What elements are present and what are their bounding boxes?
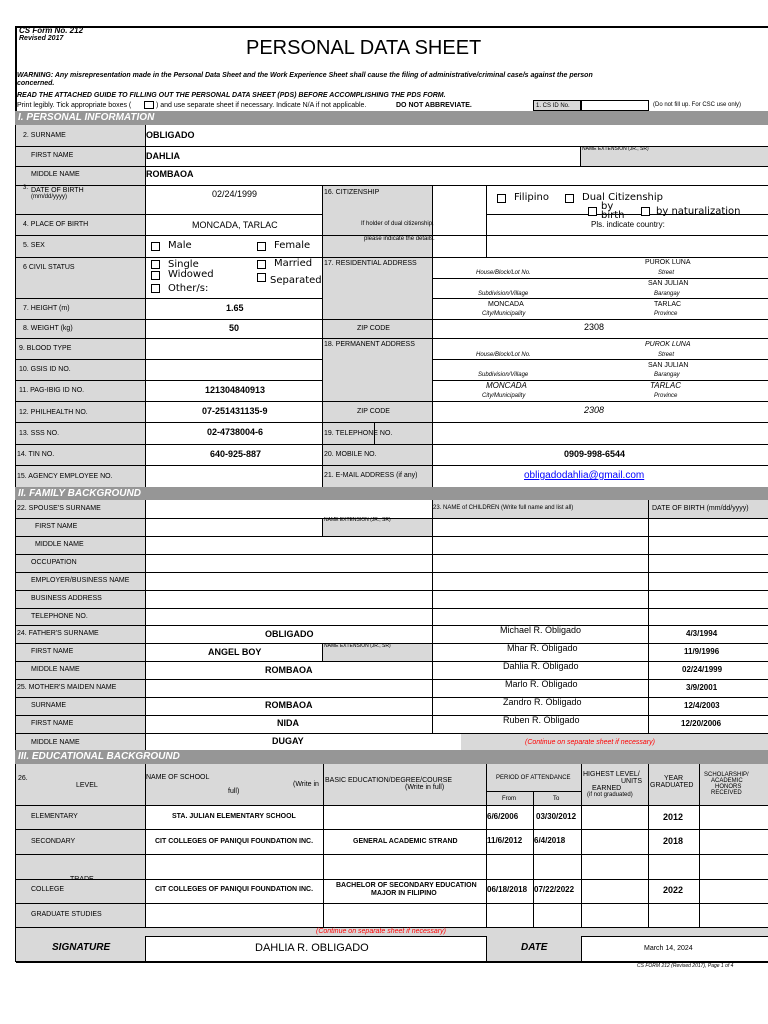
employer-label: EMPLOYER/BUSINESS NAME bbox=[31, 577, 130, 584]
father-middlename-value[interactable]: ROMBAOA bbox=[265, 665, 313, 675]
firstname-label: FIRST NAME bbox=[31, 152, 74, 159]
middlename-value[interactable]: ROMBAOA bbox=[146, 169, 194, 179]
res-zip-value[interactable]: 2308 bbox=[584, 322, 605, 332]
highest-level-header-2: UNITS bbox=[621, 778, 642, 785]
mother-maiden-label: 25. MOTHER'S MAIDEN NAME bbox=[17, 684, 117, 691]
secondary-to[interactable]: 6/4/2018 bbox=[534, 836, 566, 845]
mother-firstname-label: FIRST NAME bbox=[31, 720, 74, 727]
by-birth-checkbox[interactable] bbox=[588, 207, 597, 216]
secondary-school[interactable]: CIT COLLEGES OF PANIQUI FOUNDATION INC. bbox=[155, 838, 314, 845]
height-value[interactable]: 1.65 bbox=[226, 303, 244, 313]
spouse-firstname-label: FIRST NAME bbox=[35, 523, 78, 530]
highest-level-header-1: HIGHEST LEVEL/ bbox=[583, 771, 640, 778]
read-guide-text: READ THE ATTACHED GUIDE TO FILLING OUT THE PERSONAL DATA SHEET (PDS) BEFORE ACCOMPLISHING THE PDS FORM. bbox=[17, 92, 446, 99]
father-surname-label: 24. FATHER'S SURNAME bbox=[17, 630, 99, 637]
father-middlename-label: MIDDLE NAME bbox=[31, 666, 80, 673]
section-educational-background: III. EDUCATIONAL BACKGROUND bbox=[15, 750, 768, 764]
res-zip-label: ZIP CODE bbox=[357, 325, 390, 332]
mother-middlename-value[interactable]: DUGAY bbox=[272, 736, 304, 746]
res-street-value[interactable]: PUROK LUNA bbox=[645, 259, 691, 266]
by-naturalization-checkbox[interactable] bbox=[641, 207, 650, 216]
warning-text-2: concerned. bbox=[17, 80, 55, 87]
highest-level-header-4: (if not graduated) bbox=[587, 792, 633, 798]
dob-value[interactable]: 02/24/1999 bbox=[212, 189, 258, 199]
spouse-middlename-label: MIDDLE NAME bbox=[35, 541, 84, 548]
weight-value[interactable]: 50 bbox=[229, 323, 240, 333]
email-label: 21. E-MAIL ADDRESS (if any) bbox=[324, 472, 418, 479]
mother-firstname-value[interactable]: NIDA bbox=[277, 718, 299, 728]
perm-street-caption: Street bbox=[658, 352, 675, 358]
scholarship-header-3: HONORS bbox=[715, 784, 742, 790]
dob-label: DATE OF BIRTH bbox=[31, 187, 84, 194]
highest-level-header-3: EARNED bbox=[592, 785, 622, 792]
height-label: 7. HEIGHT (m) bbox=[23, 305, 70, 312]
secondary-year[interactable]: 2018 bbox=[663, 836, 684, 846]
telephone-label: 19. TELEPHONE NO. bbox=[324, 430, 393, 437]
filipino-option: Filipino bbox=[514, 192, 549, 203]
page-footer: CS FORM 212 (Revised 2017), Page 1 of 4 bbox=[637, 963, 734, 969]
pob-label: 4. PLACE OF BIRTH bbox=[23, 221, 89, 228]
course-header: BASIC EDUCATION/DEGREE/COURSE bbox=[325, 777, 453, 784]
elementary-to[interactable]: 03/30/2012 bbox=[536, 812, 577, 821]
mobile-label: 20. MOBILE NO. bbox=[324, 451, 377, 458]
perm-house-caption: House/Block/Lot No. bbox=[476, 352, 531, 358]
college-to[interactable]: 07/22/2022 bbox=[534, 885, 575, 894]
dob-number: 3. bbox=[23, 185, 29, 191]
widowed-checkbox[interactable] bbox=[151, 271, 160, 280]
education-level-header: LEVEL bbox=[76, 782, 98, 789]
father-firstname-value[interactable]: ANGEL BOY bbox=[208, 647, 262, 657]
res-brgy-caption: Barangay bbox=[654, 291, 680, 297]
res-house-caption: House/Block/Lot No. bbox=[476, 270, 531, 276]
period-header: PERIOD OF ATTENDANCE bbox=[496, 775, 571, 781]
child-name[interactable]: Ruben R. Obligado bbox=[503, 715, 580, 725]
gsis-label: 10. GSIS ID NO. bbox=[19, 366, 71, 373]
school-name-write-in: (Write in bbox=[293, 781, 319, 788]
business-address-label: BUSINESS ADDRESS bbox=[31, 595, 102, 602]
tick-box-sample bbox=[144, 101, 154, 109]
female-option: Female bbox=[274, 240, 311, 251]
name-extension-label: NAME EXTENSION (JR., SR) bbox=[582, 146, 649, 152]
college-year[interactable]: 2022 bbox=[663, 885, 684, 895]
spouse-telephone-label: TELEPHONE NO. bbox=[31, 613, 88, 620]
school-name-header: NAME OF SCHOOL bbox=[146, 774, 210, 781]
by-birth-text-2: birth bbox=[601, 210, 625, 221]
occupation-label: OCCUPATION bbox=[31, 559, 77, 566]
mother-surname-label: SURNAME bbox=[31, 702, 67, 709]
dob-format: (mm/dd/yyyy) bbox=[31, 194, 67, 200]
others-option: Other/s: bbox=[168, 283, 209, 294]
father-surname-value[interactable]: OBLIGADO bbox=[265, 629, 314, 639]
mobile-value[interactable]: 0909-998-6544 bbox=[564, 449, 626, 459]
section-family-background: II. FAMILY BACKGROUND bbox=[15, 487, 768, 500]
married-checkbox[interactable] bbox=[257, 260, 266, 269]
res-prov-caption: Province bbox=[654, 311, 678, 317]
single-checkbox[interactable] bbox=[151, 260, 160, 269]
section-personal-information: I. PERSONAL INFORMATION bbox=[15, 111, 768, 125]
warning-text: WARNING: Any misrepresentation made in the Personal Data Sheet and the Work Experience Sheet shall cause the filing of administrative/criminal case/s against the person bbox=[17, 72, 593, 79]
residential-address-label: 17. RESIDENTIAL ADDRESS bbox=[324, 260, 417, 267]
children-label: 23. NAME of CHILDREN (Write full name and list all) bbox=[433, 505, 574, 511]
blood-type-label: 9. BLOOD TYPE bbox=[19, 345, 72, 352]
children-dob-label: DATE OF BIRTH (mm/dd/yyyy) bbox=[652, 505, 749, 512]
cs-id-label: 1. CS ID No. bbox=[533, 100, 581, 111]
child-dob[interactable]: 11/9/1996 bbox=[684, 647, 720, 656]
male-checkbox[interactable] bbox=[151, 242, 160, 251]
pob-value[interactable]: MONCADA, TARLAC bbox=[192, 220, 278, 230]
mother-surname-value[interactable]: ROMBAOA bbox=[265, 700, 313, 710]
sss-value[interactable]: 02-4738004-6 bbox=[207, 427, 264, 437]
female-checkbox[interactable] bbox=[257, 242, 266, 251]
year-graduated-header-1: YEAR bbox=[664, 775, 684, 782]
education-continue-note: (Continue on separate sheet if necessary) bbox=[316, 928, 446, 935]
perm-city-value[interactable]: MONCADA bbox=[486, 381, 527, 390]
secondary-from[interactable]: 11/6/2012 bbox=[487, 836, 523, 845]
res-prov-value[interactable]: TARLAC bbox=[654, 301, 682, 308]
perm-zip-value[interactable]: 2308 bbox=[584, 405, 605, 415]
child-name[interactable]: Michael R. Obligado bbox=[500, 625, 582, 635]
education-level-graduate: GRADUATE STUDIES bbox=[31, 911, 102, 918]
father-firstname-label: FIRST NAME bbox=[31, 648, 74, 655]
mother-middlename-label: MIDDLE NAME bbox=[31, 739, 80, 746]
print-instructions-2: ) and use separate sheet if necessary. Indicate N/A if not applicable. bbox=[156, 102, 367, 109]
college-from[interactable]: 06/18/2018 bbox=[487, 885, 528, 894]
dual-citizenship-option: Dual Citizenship bbox=[582, 192, 663, 203]
perm-subd-caption: Subdivision/Village bbox=[478, 372, 529, 378]
dual-note-1: If holder of dual citizenship, bbox=[361, 221, 434, 227]
education-level-secondary: SECONDARY bbox=[31, 838, 76, 845]
college-course-2[interactable]: MAJOR IN FILIPINO bbox=[371, 890, 437, 897]
scholarship-header-2: ACADEMIC bbox=[711, 778, 743, 784]
elementary-from[interactable]: 6/6/2006 bbox=[487, 812, 519, 821]
form-revised: Revised 2017 bbox=[19, 35, 64, 42]
child-name[interactable]: Dahlia R. Obligado bbox=[503, 661, 579, 671]
date-value[interactable]: March 14, 2024 bbox=[644, 945, 693, 952]
child-dob[interactable]: 12/20/2006 bbox=[681, 719, 722, 728]
dual-note-2: please indicate the details. bbox=[364, 236, 435, 242]
child-dob[interactable]: 12/4/2003 bbox=[684, 701, 720, 710]
surname-label: 2. SURNAME bbox=[23, 132, 66, 139]
surname-value[interactable]: OBLIGADO bbox=[146, 130, 195, 140]
separated-option: Separated bbox=[270, 275, 322, 286]
res-street-caption: Street bbox=[658, 270, 675, 276]
date-label: DATE bbox=[521, 942, 548, 953]
scholarship-header-4: RECEIVED bbox=[711, 790, 742, 796]
signature-label: SIGNATURE bbox=[52, 942, 111, 953]
education-level-elementary: ELEMENTARY bbox=[31, 813, 78, 820]
res-city-value[interactable]: MONCADA bbox=[488, 301, 524, 308]
signature-value[interactable]: DAHLIA R. OBLIGADO bbox=[255, 942, 369, 954]
college-course-1[interactable]: BACHELOR OF SECONDARY EDUCATION bbox=[336, 882, 477, 889]
csc-use-note: (Do not fill up. For CSC use only) bbox=[653, 102, 742, 108]
tin-label: 14. TIN NO. bbox=[17, 451, 55, 458]
dual-citizenship-checkbox[interactable] bbox=[565, 194, 574, 203]
middlename-label: MIDDLE NAME bbox=[31, 171, 80, 178]
child-name[interactable]: Marlo R. Obligado bbox=[505, 679, 578, 689]
married-option: Married bbox=[274, 258, 313, 269]
page-title: PERSONAL DATA SHEET bbox=[246, 37, 482, 59]
perm-subd-value[interactable]: SAN JULIAN bbox=[648, 362, 689, 369]
college-school[interactable]: CIT COLLEGES OF PANIQUI FOUNDATION INC. bbox=[155, 886, 314, 893]
form-number: CS Form No. 212 bbox=[19, 26, 84, 35]
child-name[interactable]: Zandro R. Obligado bbox=[503, 697, 582, 707]
filipino-checkbox[interactable] bbox=[497, 194, 506, 203]
res-city-caption: City/Municipality bbox=[482, 311, 526, 317]
child-dob[interactable]: 02/24/1999 bbox=[682, 665, 723, 674]
pagibig-value[interactable]: 121304840913 bbox=[205, 385, 266, 395]
sex-label: 5. SEX bbox=[23, 242, 45, 249]
agency-employee-label: 15. AGENCY EMPLOYEE NO. bbox=[17, 473, 113, 480]
education-level-column bbox=[16, 805, 145, 927]
perm-prov-value[interactable]: TARLAC bbox=[650, 381, 681, 390]
sss-label: 13. SSS NO. bbox=[19, 430, 60, 437]
perm-brgy-caption: Barangay bbox=[654, 372, 680, 378]
male-option: Male bbox=[168, 240, 192, 251]
civil-status-label: 6 CIVIL STATUS bbox=[23, 264, 75, 271]
perm-street-value[interactable]: PUROK LUNA bbox=[645, 341, 691, 348]
year-graduated-header-2: GRADUATED bbox=[650, 782, 694, 789]
perm-zip-label: ZIP CODE bbox=[357, 408, 390, 415]
single-option: Single bbox=[168, 259, 199, 270]
others-checkbox[interactable] bbox=[151, 284, 160, 293]
elementary-year[interactable]: 2012 bbox=[663, 812, 684, 822]
course-write-in: (Write in full) bbox=[405, 784, 445, 791]
scholarship-header-1: SCHOLARSHIP/ bbox=[704, 772, 749, 778]
pagibig-label: 11. PAG-IBIG ID NO. bbox=[19, 387, 85, 394]
philhealth-label: 12. PHILHEALTH NO. bbox=[19, 409, 88, 416]
separated-checkbox[interactable] bbox=[257, 273, 266, 282]
citizenship-label: 16. CITIZENSHIP bbox=[324, 189, 380, 196]
elementary-school[interactable]: STA. JULIAN ELEMENTARY SCHOOL bbox=[172, 813, 296, 820]
middle-label-column bbox=[322, 185, 432, 488]
perm-city-caption: City/Municipality bbox=[482, 393, 526, 399]
children-continue-note: (Continue on separate sheet if necessary) bbox=[525, 739, 655, 746]
country-note: Pls. indicate country: bbox=[591, 220, 665, 229]
secondary-course[interactable]: GENERAL ACADEMIC STRAND bbox=[353, 838, 458, 845]
father-ext-label: NAME EXTENSION (JR., SR) bbox=[324, 643, 391, 649]
do-not-abbreviate: DO NOT ABBREVIATE. bbox=[396, 102, 472, 109]
to-header: To bbox=[553, 796, 560, 802]
cs-id-input[interactable] bbox=[581, 100, 649, 111]
child-name[interactable]: Mhar R. Obligado bbox=[507, 643, 578, 653]
res-subd-caption: Subdivision/Village bbox=[478, 291, 529, 297]
permanent-address-label: 18. PERMANENT ADDRESS bbox=[324, 341, 415, 348]
by-birth-text-1: by bbox=[601, 201, 614, 212]
spouse-ext-label: NAME EXTENSION (JR., SR) bbox=[324, 517, 391, 523]
weight-label: 8. WEIGHT (kg) bbox=[23, 325, 73, 332]
perm-prov-caption: Province bbox=[654, 393, 678, 399]
by-naturalization-option: by naturalization bbox=[656, 206, 741, 217]
education-level-college: COLLEGE bbox=[31, 886, 65, 893]
child-dob[interactable]: 3/9/2001 bbox=[686, 683, 718, 692]
from-header: From bbox=[502, 796, 516, 802]
email-value[interactable]: obligadodahlia@gmail.com bbox=[524, 470, 645, 481]
spouse-surname-label: 22. SPOUSE'S SURNAME bbox=[17, 505, 101, 512]
tin-value[interactable]: 640-925-887 bbox=[210, 449, 262, 459]
child-dob[interactable]: 4/3/1994 bbox=[686, 629, 718, 638]
philhealth-value[interactable]: 07-251431135-9 bbox=[202, 406, 268, 416]
school-name-full: full) bbox=[228, 788, 240, 795]
education-number: 26. bbox=[18, 775, 28, 782]
print-instructions: Print legibly. Tick appropriate boxes ( bbox=[17, 102, 132, 109]
widowed-option: Widowed bbox=[168, 269, 214, 280]
firstname-value[interactable]: DAHLIA bbox=[146, 151, 180, 161]
res-subd-value[interactable]: SAN JULIAN bbox=[648, 280, 689, 287]
